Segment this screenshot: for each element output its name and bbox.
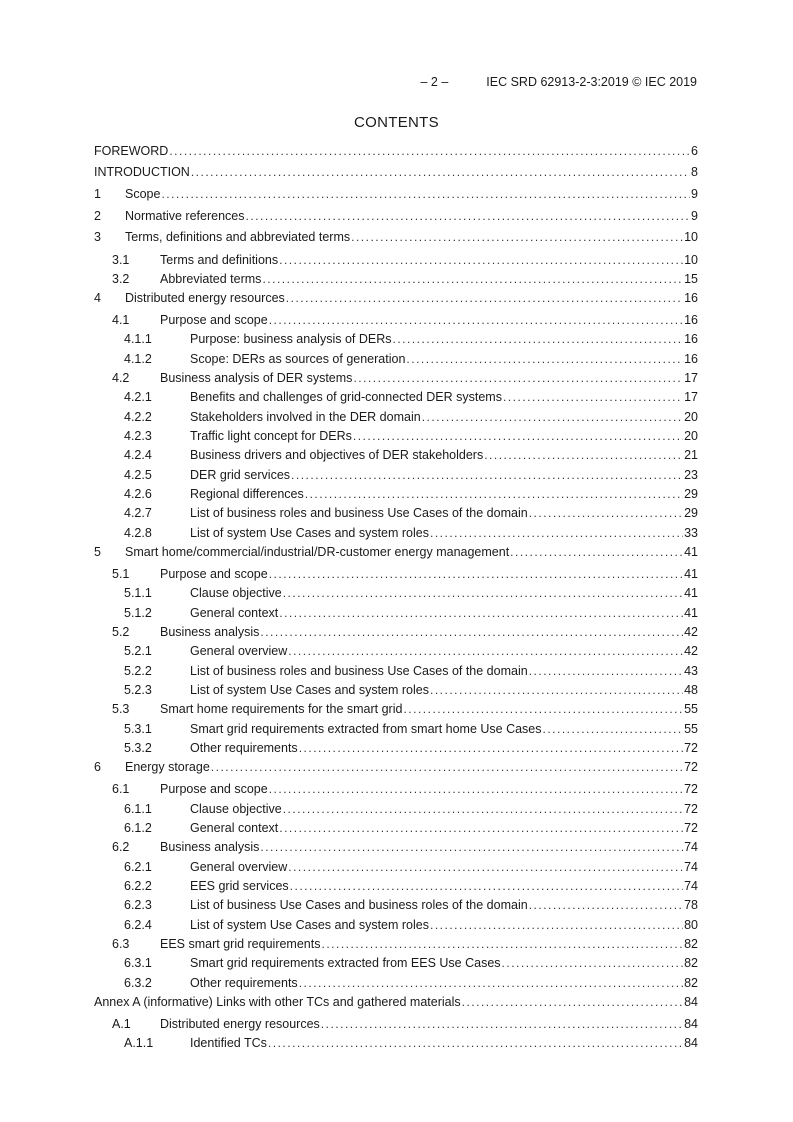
toc-dot-leader [503, 389, 683, 405]
toc-entry-title: General context [190, 606, 279, 620]
toc-entry-title: Purpose and scope [160, 567, 268, 581]
toc-dot-leader [291, 467, 683, 483]
toc-entry-page-number: 33 [684, 526, 698, 540]
toc-entry-title: DER grid services [190, 468, 291, 482]
toc-entry-page-number: 42 [684, 625, 698, 639]
toc-entry-number: 6.1 [112, 782, 130, 796]
toc-entry[interactable] [124, 663, 698, 679]
toc-entry[interactable] [112, 566, 698, 582]
toc-entry[interactable] [94, 290, 698, 306]
page-header [0, 75, 697, 89]
toc-entry-number: 5.3.2 [124, 741, 152, 755]
toc-entry[interactable] [124, 331, 698, 347]
toc-entry[interactable] [112, 312, 698, 328]
toc-entry[interactable] [112, 271, 698, 287]
toc-entry-number: 6 [94, 760, 101, 774]
toc-dot-leader [283, 585, 683, 601]
toc-entry-page-number: 82 [684, 956, 698, 970]
toc-entry-page-number: 41 [684, 567, 698, 581]
toc-entry-title: Smart grid requirements extracted from smart home Use Cases [190, 722, 542, 736]
toc-entry-number: 4.2.8 [124, 526, 152, 540]
toc-entry-title: List of system Use Cases and system roles [190, 683, 429, 697]
toc-entry[interactable] [124, 721, 698, 737]
toc-entry-number: 4.2.6 [124, 487, 152, 501]
toc-entry[interactable] [124, 897, 698, 913]
toc-dot-leader [529, 663, 683, 679]
toc-entry-number: 5.1.1 [124, 586, 152, 600]
toc-entry-title: Distributed energy resources [160, 1017, 320, 1031]
toc-dot-leader [406, 351, 683, 367]
toc-dot-leader [260, 839, 683, 855]
toc-entry[interactable] [94, 229, 698, 245]
toc-entry-page-number: 55 [684, 722, 698, 736]
toc-entry[interactable] [124, 505, 698, 521]
toc-entry-page-number: 17 [684, 371, 698, 385]
toc-entry-page-number: 16 [684, 332, 698, 346]
toc-dot-leader [305, 486, 683, 502]
toc-entry-page-number: 15 [684, 272, 698, 286]
toc-entry-number: 4.2.3 [124, 429, 152, 443]
toc-entry-page-number: 42 [684, 644, 698, 658]
toc-entry[interactable] [124, 467, 698, 483]
toc-entry[interactable] [124, 975, 698, 991]
toc-entry-number: A.1.1 [124, 1036, 154, 1050]
toc-entry-number: 6.2 [112, 840, 130, 854]
toc-entry-page-number: 72 [684, 760, 698, 774]
toc-entry-title: Smart grid requirements extracted from EES Use Cases [190, 956, 501, 970]
toc-dot-leader [543, 721, 684, 737]
toc-entry-number: 4.2.4 [124, 448, 152, 462]
toc-entry-title: General overview [190, 860, 288, 874]
toc-entry-page-number: 23 [684, 468, 698, 482]
toc-entry[interactable] [124, 917, 698, 933]
toc-entry[interactable] [124, 955, 698, 971]
toc-entry-page-number: 10 [684, 230, 698, 244]
toc-entry[interactable] [124, 740, 698, 756]
toc-entry-number: 6.2.1 [124, 860, 152, 874]
toc-entry-page-number: 41 [684, 586, 698, 600]
toc-entry[interactable] [112, 1016, 698, 1032]
toc-entry-page-number: 82 [684, 976, 698, 990]
page-number: – 2 – [420, 75, 449, 89]
toc-entry-title: General overview [190, 644, 288, 658]
toc-entry[interactable] [112, 624, 698, 640]
toc-entry-number: 5.1.2 [124, 606, 152, 620]
toc-entry-number: 5.3.1 [124, 722, 152, 736]
toc-entry-page-number: 78 [684, 898, 698, 912]
toc-entry[interactable] [124, 643, 698, 659]
toc-entry[interactable] [94, 164, 698, 180]
toc-entry[interactable] [124, 351, 698, 367]
toc-entry-number: 5.3 [112, 702, 130, 716]
toc-entry-title: List of system Use Cases and system roles [190, 918, 429, 932]
document-reference: IEC SRD 62913-2-3:2019 © IEC 2019 [486, 75, 697, 89]
toc-entry-page-number: 8 [691, 165, 698, 179]
toc-entry[interactable] [112, 252, 698, 268]
toc-entry-title: Smart home/commercial/industrial/DR-customer energy management [125, 545, 510, 559]
toc-dot-leader [430, 525, 683, 541]
toc-entry-page-number: 84 [684, 1017, 698, 1031]
toc-entry[interactable] [112, 781, 698, 797]
toc-entry-number: 4.2.1 [124, 390, 152, 404]
toc-entry-title: Business analysis [160, 625, 260, 639]
toc-entry-number: 5.1 [112, 567, 130, 581]
toc-entry-title: Purpose and scope [160, 782, 268, 796]
toc-dot-leader [260, 624, 683, 640]
toc-dot-leader [279, 820, 683, 836]
toc-dot-leader [288, 643, 683, 659]
toc-dot-leader [290, 878, 683, 894]
toc-entry[interactable] [124, 878, 698, 894]
toc-dot-leader [351, 229, 683, 245]
toc-entry-title: FOREWORD [94, 144, 169, 158]
toc-dot-leader [279, 605, 683, 621]
toc-entry-page-number: 41 [684, 606, 698, 620]
toc-entry-number: 2 [94, 209, 101, 223]
toc-dot-leader [299, 975, 683, 991]
toc-entry-title: Normative references [125, 209, 245, 223]
toc-dot-leader [502, 955, 684, 971]
toc-entry-number: 5.2.3 [124, 683, 152, 697]
toc-entry-page-number: 72 [684, 802, 698, 816]
toc-entry-number: 6.3.1 [124, 956, 152, 970]
toc-dot-leader [403, 701, 683, 717]
toc-dot-leader [299, 740, 683, 756]
toc-entry-title: Identified TCs [190, 1036, 267, 1050]
toc-entry-page-number: 16 [684, 291, 698, 305]
toc-entry-title: Business analysis of DER systems [160, 371, 353, 385]
toc-entry-title: Business analysis [160, 840, 260, 854]
toc-entry-number: 4.1 [112, 313, 130, 327]
toc-entry-title: Purpose: business analysis of DERs [190, 332, 392, 346]
toc-entry-title: Terms, definitions and abbreviated terms [125, 230, 351, 244]
toc-entry-number: 5.2.2 [124, 664, 152, 678]
toc-dot-leader [510, 544, 683, 560]
toc-dot-leader [529, 897, 683, 913]
toc-entry[interactable] [112, 701, 698, 717]
toc-dot-leader [246, 208, 691, 224]
toc-entry-page-number: 72 [684, 741, 698, 755]
toc-dot-leader [262, 271, 683, 287]
toc-dot-leader [279, 252, 683, 268]
toc-dot-leader [353, 428, 683, 444]
toc-entry-title: Purpose and scope [160, 313, 268, 327]
toc-entry-title: Regional differences [190, 487, 304, 501]
toc-entry[interactable] [124, 447, 698, 463]
toc-entry-page-number: 72 [684, 821, 698, 835]
toc-entry-title: Scope [125, 187, 161, 201]
toc-entry-number: 3.2 [112, 272, 130, 286]
toc-entry-page-number: 20 [684, 410, 698, 424]
toc-entry-number: 4.2 [112, 371, 130, 385]
toc-entry-title: Clause objective [190, 802, 282, 816]
toc-entry-page-number: 41 [684, 545, 698, 559]
toc-entry-title: EES grid services [190, 879, 289, 893]
toc-dot-leader [191, 164, 690, 180]
toc-entry[interactable] [124, 428, 698, 444]
toc-dot-leader [283, 801, 683, 817]
toc-dot-leader [211, 759, 683, 775]
toc-entry[interactable] [124, 1035, 698, 1051]
toc-entry[interactable] [112, 370, 698, 386]
toc-entry-title: Energy storage [125, 760, 210, 774]
toc-entry-title: Scope: DERs as sources of generation [190, 352, 406, 366]
toc-dot-leader [422, 409, 683, 425]
toc-entry-title: List of business roles and business Use Cases of the domain [190, 506, 528, 520]
toc-dot-leader [269, 781, 683, 797]
toc-entry-title: General context [190, 821, 279, 835]
toc-entry-title: Clause objective [190, 586, 282, 600]
page-title: CONTENTS [354, 114, 439, 131]
toc-entry-title: Stakeholders involved in the DER domain [190, 410, 421, 424]
toc-entry-title: Distributed energy resources [125, 291, 285, 305]
toc-entry[interactable] [94, 143, 698, 159]
toc-entry-page-number: 48 [684, 683, 698, 697]
toc-dot-leader [430, 682, 683, 698]
toc-dot-leader [321, 936, 683, 952]
toc-entry-number: 3.1 [112, 253, 130, 267]
toc-entry-title: Abbreviated terms [160, 272, 262, 286]
toc-dot-leader [169, 143, 690, 159]
toc-entry-number: 5.2.1 [124, 644, 152, 658]
toc-entry[interactable] [112, 839, 698, 855]
toc-entry-title: Other requirements [190, 976, 298, 990]
toc-entry[interactable] [124, 389, 698, 405]
toc-entry-number: 1 [94, 187, 101, 201]
toc-entry-number: 4.1.1 [124, 332, 152, 346]
toc-entry[interactable] [94, 208, 698, 224]
toc-dot-leader [269, 312, 683, 328]
toc-dot-leader [268, 1035, 683, 1051]
toc-entry-title: List of business roles and business Use Cases of the domain [190, 664, 528, 678]
toc-entry[interactable] [124, 605, 698, 621]
toc-entry[interactable] [124, 682, 698, 698]
toc-dot-leader [430, 917, 683, 933]
toc-dot-leader [286, 290, 683, 306]
toc-entry[interactable] [112, 936, 698, 952]
toc-entry-page-number: 72 [684, 782, 698, 796]
toc-entry-page-number: 74 [684, 879, 698, 893]
toc-dot-leader [353, 370, 683, 386]
toc-dot-leader [269, 566, 683, 582]
toc-entry[interactable] [124, 801, 698, 817]
toc-entry[interactable] [124, 486, 698, 502]
toc-entry-page-number: 43 [684, 664, 698, 678]
toc-entry[interactable] [124, 859, 698, 875]
toc-entry-title: Benefits and challenges of grid-connected DER systems [190, 390, 502, 404]
toc-entry-number: 3 [94, 230, 101, 244]
toc-entry-number: 4.1.2 [124, 352, 152, 366]
toc-entry-page-number: 9 [691, 187, 698, 201]
toc-entry-title: Smart home requirements for the smart grid [160, 702, 403, 716]
toc-entry-page-number: 9 [691, 209, 698, 223]
toc-entry[interactable] [124, 820, 698, 836]
toc-entry-number: 5 [94, 545, 101, 559]
toc-entry-page-number: 84 [684, 1036, 698, 1050]
toc-entry-title: EES smart grid requirements [160, 937, 321, 951]
toc-entry-title: Traffic light concept for DERs [190, 429, 352, 443]
toc-entry[interactable] [124, 585, 698, 601]
toc-entry-number: 4 [94, 291, 101, 305]
toc-entry-number: 6.2.2 [124, 879, 152, 893]
toc-entry-title: Terms and definitions [160, 253, 279, 267]
toc-entry-page-number: 80 [684, 918, 698, 932]
toc-entry-page-number: 74 [684, 840, 698, 854]
toc-entry-title: INTRODUCTION [94, 165, 190, 179]
toc-entry[interactable] [94, 994, 698, 1010]
toc-entry-number: 4.2.5 [124, 468, 152, 482]
toc-entry-page-number: 74 [684, 860, 698, 874]
toc-dot-leader [288, 859, 683, 875]
toc-entry-page-number: 16 [684, 313, 698, 327]
toc-dot-leader [392, 331, 683, 347]
toc-entry[interactable] [124, 525, 698, 541]
toc-entry-title: Annex A (informative) Links with other TCs and gathered materials [94, 995, 461, 1009]
toc-entry[interactable] [124, 409, 698, 425]
toc-entry-number: 6.1.2 [124, 821, 152, 835]
toc-entry[interactable] [94, 544, 698, 560]
toc-entry-page-number: 16 [684, 352, 698, 366]
toc-entry-page-number: 82 [684, 937, 698, 951]
toc-entry-page-number: 10 [684, 253, 698, 267]
toc-entry-page-number: 6 [691, 144, 698, 158]
toc-entry-number: 5.2 [112, 625, 130, 639]
toc-entry-number: 4.2.7 [124, 506, 152, 520]
toc-entry[interactable] [94, 759, 698, 775]
toc-entry-page-number: 21 [684, 448, 698, 462]
toc-dot-leader [529, 505, 683, 521]
toc-entry-number: A.1 [112, 1017, 131, 1031]
toc-entry-page-number: 20 [684, 429, 698, 443]
toc-entry-page-number: 84 [684, 995, 698, 1009]
toc-entry-number: 6.3.2 [124, 976, 152, 990]
toc-entry-title: Business drivers and objectives of DER stakeholders [190, 448, 484, 462]
toc-dot-leader [161, 186, 690, 202]
toc-entry-page-number: 29 [684, 506, 698, 520]
toc-entry-title: Other requirements [190, 741, 298, 755]
toc-entry-page-number: 29 [684, 487, 698, 501]
toc-dot-leader [321, 1016, 683, 1032]
toc-entry[interactable] [94, 186, 698, 202]
toc-entry-number: 6.2.3 [124, 898, 152, 912]
toc-entry-number: 6.1.1 [124, 802, 152, 816]
toc-entry-number: 6.2.4 [124, 918, 152, 932]
toc-entry-page-number: 55 [684, 702, 698, 716]
toc-dot-leader [462, 994, 683, 1010]
toc-entry-title: List of system Use Cases and system roles [190, 526, 429, 540]
toc-entry-title: List of business Use Cases and business roles of the domain [190, 898, 528, 912]
toc-dot-leader [484, 447, 683, 463]
toc-entry-number: 6.3 [112, 937, 130, 951]
toc-entry-page-number: 17 [684, 390, 698, 404]
toc-entry-number: 4.2.2 [124, 410, 152, 424]
